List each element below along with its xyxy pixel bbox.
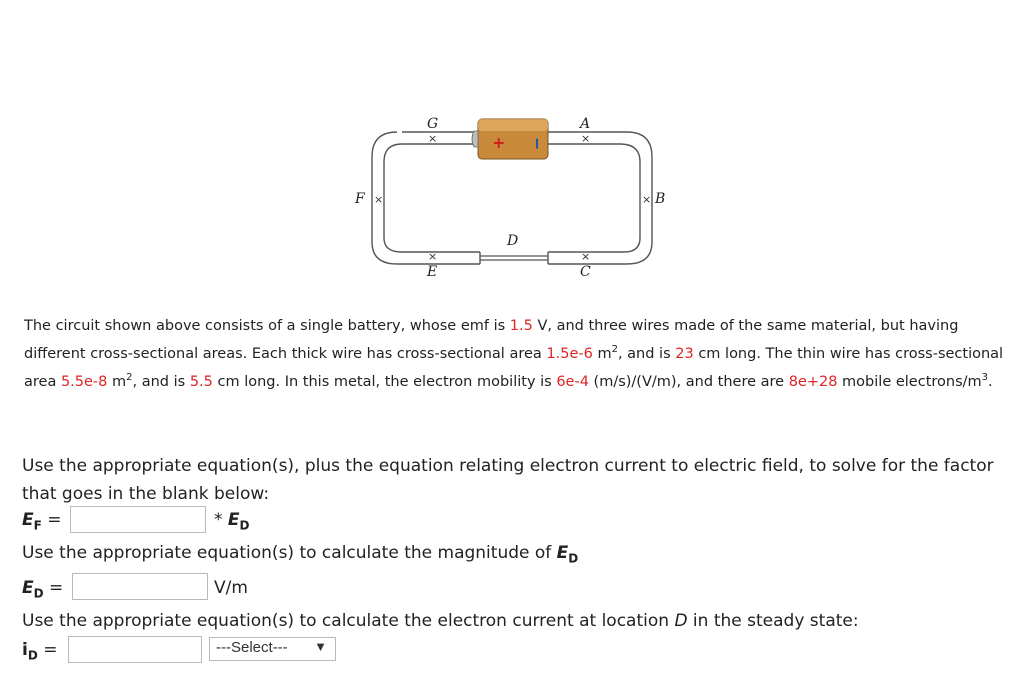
- thin-area-value: 5.5e-8: [60, 374, 108, 390]
- point-label-b: B: [655, 191, 666, 207]
- point-label-f: F: [355, 191, 365, 207]
- thin-length-value: 5.5: [189, 374, 213, 390]
- point-mark-f: ×: [374, 193, 384, 206]
- battery: [472, 119, 548, 159]
- thick-length-value: 23: [675, 346, 694, 362]
- select-value: ---Select---: [216, 639, 288, 656]
- point-mark-e: ×: [428, 250, 438, 263]
- dropdown-arrow-icon: ▼: [314, 639, 327, 654]
- circuit-diagram: [352, 112, 672, 282]
- battery-minus-sign: −: [528, 137, 547, 151]
- q3-prompt: Use the appropriate equation(s) to calculate the electron current at location D in the steady state:: [22, 611, 859, 631]
- point-mark-a: ×: [581, 132, 591, 145]
- point-label-c: C: [580, 264, 591, 280]
- ed-magnitude-input[interactable]: [72, 573, 208, 600]
- density-value: 8e+28: [788, 374, 838, 390]
- point-label-e: E: [427, 264, 438, 280]
- point-label-g: G: [427, 116, 439, 132]
- q3-lhs: $i_D$ =: [22, 640, 58, 663]
- mobility-value: 6e-4: [556, 374, 589, 390]
- ed-unit-label: V/m: [214, 578, 248, 598]
- id-unit-select[interactable]: [209, 637, 336, 661]
- q1-prompt: Use the appropriate equation(s), plus the equation relating electron current to electric field, to solve for the factor that goes in the blank below:: [22, 456, 994, 504]
- point-mark-b: ×: [642, 193, 652, 206]
- point-label-d: D: [507, 233, 519, 249]
- q1-rhs: * $E_D$: [214, 510, 250, 533]
- problem-statement: The circuit shown above consists of a single battery, whose emf is 1.5 V, and three wires made of the same material, but having different cross-sectional areas. Each thick wire has cross-sectional area 1.5e-6 $m^2$, and is 23 cm long. The thin wire has cross-sectional area 5.5e-8 $m^2$, and is 5.5 cm long. In this metal, the electron mobility is 6e-4 (m/s)/(V/m), and there are 8e+28 mobile electrons/$m^3$.: [24, 318, 1004, 390]
- point-label-a: A: [580, 116, 591, 132]
- q2-lhs: $E_D$ =: [22, 578, 64, 601]
- emf-value: 1.5: [509, 318, 533, 334]
- id-current-input[interactable]: [68, 636, 202, 663]
- thick-area-value: 1.5e-6: [546, 346, 593, 362]
- point-mark-g: ×: [428, 132, 438, 145]
- point-mark-c: ×: [581, 250, 591, 263]
- ef-factor-input[interactable]: [70, 506, 206, 533]
- battery-plus-sign: +: [492, 133, 506, 152]
- q1-lhs: $E_F$ =: [22, 510, 62, 533]
- q2-prompt: Use the appropriate equation(s) to calculate the magnitude of $E_D$: [22, 543, 579, 566]
